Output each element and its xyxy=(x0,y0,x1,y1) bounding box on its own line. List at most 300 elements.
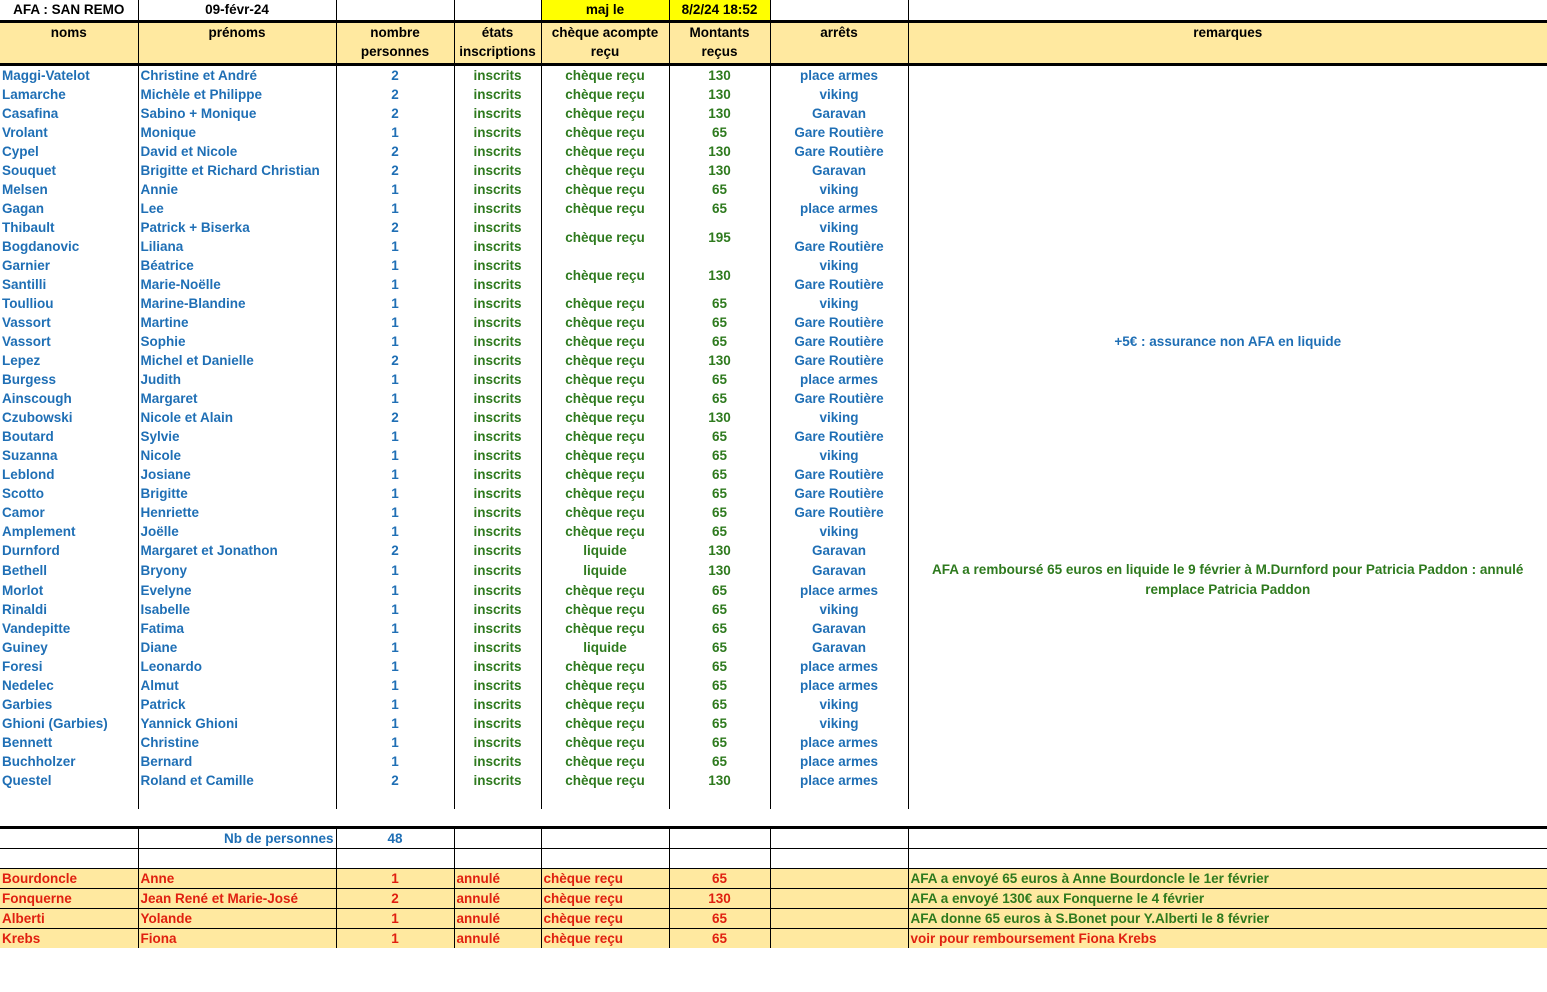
cell-cheque[interactable]: chèque reçu xyxy=(541,695,669,714)
cell-etat[interactable]: inscrits xyxy=(454,199,541,218)
cell-etat[interactable]: inscrits xyxy=(454,123,541,142)
cell-montant[interactable]: 195 xyxy=(669,218,770,256)
empty-cell[interactable] xyxy=(908,790,1547,809)
cell-cheque[interactable]: chèque reçu xyxy=(541,503,669,522)
cell-arret[interactable]: Garavan xyxy=(770,560,908,580)
cell-remarque[interactable] xyxy=(908,714,1547,733)
cell-montant[interactable]: 65 xyxy=(669,638,770,657)
cell-remarque[interactable] xyxy=(908,600,1547,619)
cell-remarque[interactable] xyxy=(908,522,1547,541)
cell-nombre[interactable]: 1 xyxy=(336,638,454,657)
cell-nom[interactable]: Cypel xyxy=(0,142,138,161)
cell-nom[interactable]: Fonquerne xyxy=(0,889,138,909)
cell-nombre[interactable]: 1 xyxy=(336,695,454,714)
cell-remarque[interactable] xyxy=(908,218,1547,237)
cell-montant[interactable]: 65 xyxy=(669,389,770,408)
cell-montant[interactable]: 65 xyxy=(669,657,770,676)
cell-etat[interactable]: inscrits xyxy=(454,446,541,465)
cell-montant[interactable]: 65 xyxy=(669,676,770,695)
maj-value[interactable]: 8/2/24 18:52 xyxy=(669,0,770,22)
cell-cheque[interactable]: chèque reçu xyxy=(541,370,669,389)
cell-remarque[interactable] xyxy=(908,484,1547,503)
cell-arret[interactable]: viking xyxy=(770,446,908,465)
cell-cheque[interactable]: liquide xyxy=(541,560,669,580)
cell-nombre[interactable]: 2 xyxy=(336,65,454,86)
cell-arret[interactable]: viking xyxy=(770,180,908,199)
cell-montant[interactable]: 65 xyxy=(669,370,770,389)
cell-nom[interactable]: Vassort xyxy=(0,332,138,351)
cell-etat[interactable]: inscrits xyxy=(454,676,541,695)
cell-remarque[interactable]: voir pour remboursement Fiona Krebs xyxy=(908,929,1547,949)
cell-etat[interactable]: inscrits xyxy=(454,389,541,408)
header-arrets[interactable]: arrêts xyxy=(770,22,908,65)
cell-arret[interactable]: Gare Routière xyxy=(770,237,908,256)
cell-remarque[interactable] xyxy=(908,275,1547,294)
cell-cheque[interactable]: chèque reçu xyxy=(541,909,669,929)
cell-prenom[interactable]: Marine-Blandine xyxy=(138,294,336,313)
cell-prenom[interactable]: Patrick + Biserka xyxy=(138,218,336,237)
cell-cheque[interactable]: chèque reçu xyxy=(541,199,669,218)
cell-nom[interactable]: Thibault xyxy=(0,218,138,237)
cell-nombre[interactable]: 1 xyxy=(336,256,454,275)
cell-nom[interactable]: Vrolant xyxy=(0,123,138,142)
cell-prenom[interactable]: Yolande xyxy=(138,909,336,929)
cell-nombre[interactable]: 1 xyxy=(336,580,454,600)
cell-arret[interactable]: place armes xyxy=(770,199,908,218)
cell-nom[interactable]: Buchholzer xyxy=(0,752,138,771)
header-etats[interactable]: états inscriptions xyxy=(454,22,541,65)
cell-cheque[interactable]: liquide xyxy=(541,638,669,657)
cell-prenom[interactable]: Patrick xyxy=(138,695,336,714)
cell-montant[interactable]: 65 xyxy=(669,929,770,949)
cell-nom[interactable]: Gagan xyxy=(0,199,138,218)
cell-remarque[interactable] xyxy=(908,676,1547,695)
cell-remarque[interactable] xyxy=(908,638,1547,657)
cell-prenom[interactable]: Lee xyxy=(138,199,336,218)
cell-nombre[interactable]: 2 xyxy=(336,104,454,123)
cell-nombre[interactable]: 2 xyxy=(336,161,454,180)
cell-nom[interactable]: Boutard xyxy=(0,427,138,446)
cell-montant[interactable]: 65 xyxy=(669,909,770,929)
cell-nom[interactable]: Leblond xyxy=(0,465,138,484)
cell-nombre[interactable]: 1 xyxy=(336,522,454,541)
cell-etat[interactable]: inscrits xyxy=(454,313,541,332)
cell-nom[interactable]: Maggi-Vatelot xyxy=(0,65,138,86)
empty-cell[interactable] xyxy=(138,790,336,809)
cell-nombre[interactable]: 1 xyxy=(336,909,454,929)
empty-cell[interactable] xyxy=(770,790,908,809)
cell-cheque[interactable]: liquide xyxy=(541,541,669,560)
cell-remarque[interactable] xyxy=(908,657,1547,676)
cell-remarque[interactable] xyxy=(908,123,1547,142)
cell-nom[interactable]: Durnford xyxy=(0,541,138,560)
cell-nom[interactable]: Garbies xyxy=(0,695,138,714)
cell-remarque[interactable] xyxy=(908,199,1547,218)
cell-nom[interactable]: Bethell xyxy=(0,560,138,580)
cell-nombre[interactable]: 2 xyxy=(336,889,454,909)
cell-nombre[interactable]: 2 xyxy=(336,218,454,237)
cell-cheque[interactable]: chèque reçu xyxy=(541,218,669,256)
cell-montant[interactable]: 65 xyxy=(669,427,770,446)
header-nombre[interactable]: nombre personnes xyxy=(336,22,454,65)
cell-etat[interactable]: inscrits xyxy=(454,370,541,389)
empty-cell[interactable] xyxy=(908,849,1547,869)
cell-nombre[interactable]: 1 xyxy=(336,484,454,503)
cell-remarque[interactable] xyxy=(908,237,1547,256)
cell-nom[interactable]: Nedelec xyxy=(0,676,138,695)
cell-nombre[interactable]: 1 xyxy=(336,869,454,889)
cell-nom[interactable]: Vassort xyxy=(0,313,138,332)
empty-cell[interactable] xyxy=(336,849,454,869)
cell-nombre[interactable]: 1 xyxy=(336,676,454,695)
cell-cheque[interactable]: chèque reçu xyxy=(541,65,669,86)
cell-arret[interactable]: Gare Routière xyxy=(770,389,908,408)
cell-arret[interactable]: Gare Routière xyxy=(770,332,908,351)
sheet-title[interactable]: AFA : SAN REMO xyxy=(0,0,138,22)
cell-arret[interactable]: viking xyxy=(770,218,908,237)
cell-cheque[interactable]: chèque reçu xyxy=(541,484,669,503)
cell-remarque[interactable] xyxy=(908,541,1547,560)
cell-prenom[interactable]: Diane xyxy=(138,638,336,657)
cell-remarque[interactable]: +5€ : assurance non AFA en liquide xyxy=(1114,334,1342,349)
empty-cell[interactable] xyxy=(908,828,1547,849)
cell-cheque[interactable]: chèque reçu xyxy=(541,180,669,199)
cell-arret[interactable]: viking xyxy=(770,85,908,104)
cell-remarque[interactable] xyxy=(908,351,1547,370)
cell-arret[interactable]: viking xyxy=(770,256,908,275)
cell-remarque[interactable] xyxy=(908,733,1547,752)
cell-cheque[interactable]: chèque reçu xyxy=(541,465,669,484)
cell-cheque[interactable]: chèque reçu xyxy=(541,657,669,676)
cell-remarque[interactable]: AFA donne 65 euros à S.Bonet pour Y.Alberti le 8 février xyxy=(908,909,1547,929)
cell-prenom[interactable]: Margaret et Jonathon xyxy=(138,541,336,560)
empty-cell[interactable] xyxy=(908,0,1547,22)
cell-nombre[interactable]: 1 xyxy=(336,657,454,676)
cell-nom[interactable]: Questel xyxy=(0,771,138,790)
cell-nom[interactable]: Ghioni (Garbies) xyxy=(0,714,138,733)
cell-nombre[interactable]: 1 xyxy=(336,389,454,408)
cell-arret[interactable]: Gare Routière xyxy=(770,484,908,503)
cell-remarque[interactable] xyxy=(908,503,1547,522)
cell-nom[interactable]: Guiney xyxy=(0,638,138,657)
cell-prenom[interactable]: Sophie xyxy=(138,332,336,351)
cell-prenom[interactable]: Marie-Noëlle xyxy=(138,275,336,294)
cell-montant[interactable]: 65 xyxy=(669,733,770,752)
cell-etat[interactable]: inscrits xyxy=(454,161,541,180)
cell-etat[interactable]: inscrits xyxy=(454,522,541,541)
cell-nom[interactable]: Garnier xyxy=(0,256,138,275)
cell-arret[interactable] xyxy=(770,889,908,909)
cell-prenom[interactable]: Nicole xyxy=(138,446,336,465)
header-remarques[interactable]: remarques xyxy=(908,22,1547,65)
cell-nom[interactable]: Bogdanovic xyxy=(0,237,138,256)
cell-prenom[interactable]: Josiane xyxy=(138,465,336,484)
cell-arret[interactable]: place armes xyxy=(770,657,908,676)
cell-montant[interactable]: 130 xyxy=(669,85,770,104)
cell-etat[interactable]: inscrits xyxy=(454,733,541,752)
cell-etat[interactable]: inscrits xyxy=(454,465,541,484)
cell-montant[interactable]: 65 xyxy=(669,332,770,351)
cell-prenom[interactable]: Christine et André xyxy=(138,65,336,86)
cell-prenom[interactable]: Martine xyxy=(138,313,336,332)
cell-nom[interactable]: Morlot xyxy=(0,580,138,600)
cell-montant[interactable]: 65 xyxy=(669,294,770,313)
cell-remarque[interactable] xyxy=(908,85,1547,104)
cell-arret[interactable]: Gare Routière xyxy=(770,123,908,142)
cell-etat[interactable]: annulé xyxy=(454,929,541,949)
cell-remarque[interactable] xyxy=(908,180,1547,199)
cell-cheque[interactable]: chèque reçu xyxy=(541,752,669,771)
cell-prenom[interactable]: Béatrice xyxy=(138,256,336,275)
cell-montant[interactable]: 65 xyxy=(669,869,770,889)
cell-cheque[interactable]: chèque reçu xyxy=(541,446,669,465)
cell-arret[interactable]: place armes xyxy=(770,771,908,790)
cell-nombre[interactable]: 1 xyxy=(336,199,454,218)
cell-arret[interactable]: Garavan xyxy=(770,638,908,657)
cell-cheque[interactable]: chèque reçu xyxy=(541,889,669,909)
header-montants[interactable]: Montants reçus xyxy=(669,22,770,65)
cell-prenom[interactable]: Bernard xyxy=(138,752,336,771)
cell-prenom[interactable]: Leonardo xyxy=(138,657,336,676)
cell-remarque[interactable] xyxy=(908,142,1547,161)
cell-etat[interactable]: inscrits xyxy=(454,104,541,123)
cell-arret[interactable]: place armes xyxy=(770,580,908,600)
cell-etat[interactable]: inscrits xyxy=(454,408,541,427)
cell-arret[interactable]: place armes xyxy=(770,65,908,86)
cell-arret[interactable]: Gare Routière xyxy=(770,465,908,484)
cell-prenom[interactable]: Michel et Danielle xyxy=(138,351,336,370)
cell-montant[interactable]: 65 xyxy=(669,313,770,332)
cell-cheque[interactable]: chèque reçu xyxy=(541,714,669,733)
cell-nom[interactable]: Bourdoncle xyxy=(0,869,138,889)
cell-cheque[interactable]: chèque reçu xyxy=(541,161,669,180)
cell-etat[interactable]: inscrits xyxy=(454,714,541,733)
separator-cell[interactable] xyxy=(0,809,1547,828)
cell-montant[interactable]: 130 xyxy=(669,560,770,580)
empty-cell[interactable] xyxy=(669,790,770,809)
cell-cheque[interactable]: chèque reçu xyxy=(541,313,669,332)
cell-etat[interactable]: inscrits xyxy=(454,427,541,446)
cell-remarque[interactable]: AFA a envoyé 65 euros à Anne Bourdoncle le 1er février xyxy=(908,869,1547,889)
cell-cheque[interactable]: chèque reçu xyxy=(541,600,669,619)
empty-cell[interactable] xyxy=(454,790,541,809)
cell-prenom[interactable]: Sabino + Monique xyxy=(138,104,336,123)
cell-arret[interactable]: viking xyxy=(770,294,908,313)
cell-cheque[interactable]: chèque reçu xyxy=(541,580,669,600)
empty-cell[interactable] xyxy=(454,849,541,869)
cell-arret[interactable]: Garavan xyxy=(770,619,908,638)
cell-nombre[interactable]: 1 xyxy=(336,275,454,294)
cell-nom[interactable]: Rinaldi xyxy=(0,600,138,619)
cell-nombre[interactable]: 1 xyxy=(336,180,454,199)
cell-nom[interactable]: Souquet xyxy=(0,161,138,180)
cell-nom[interactable]: Melsen xyxy=(0,180,138,199)
cell-nom[interactable]: Czubowski xyxy=(0,408,138,427)
cell-prenom[interactable]: Roland et Camille xyxy=(138,771,336,790)
cell-cheque[interactable]: chèque reçu xyxy=(541,676,669,695)
cell-etat[interactable]: inscrits xyxy=(454,560,541,580)
cell-etat[interactable]: inscrits xyxy=(454,638,541,657)
empty-cell[interactable] xyxy=(454,828,541,849)
cell-nombre[interactable]: 2 xyxy=(336,408,454,427)
cell-nombre[interactable]: 1 xyxy=(336,294,454,313)
cell-cheque[interactable]: chèque reçu xyxy=(541,929,669,949)
empty-cell[interactable] xyxy=(770,828,908,849)
cell-remarque[interactable] xyxy=(908,389,1547,408)
empty-cell[interactable] xyxy=(541,849,669,869)
cell-prenom[interactable]: Bryony xyxy=(138,560,336,580)
cell-prenom[interactable]: Michèle et Philippe xyxy=(138,85,336,104)
cell-nom[interactable]: Lamarche xyxy=(0,85,138,104)
cell-prenom[interactable]: Sylvie xyxy=(138,427,336,446)
cell-remarque[interactable] xyxy=(908,752,1547,771)
cell-nombre[interactable]: 1 xyxy=(336,503,454,522)
cell-prenom[interactable]: Brigitte et Richard Christian xyxy=(138,161,336,180)
cell-nom[interactable]: Santilli xyxy=(0,275,138,294)
cell-arret[interactable]: viking xyxy=(770,714,908,733)
cell-cheque[interactable]: chèque reçu xyxy=(541,332,669,351)
cell-montant[interactable]: 65 xyxy=(669,484,770,503)
cell-arret[interactable]: Garavan xyxy=(770,161,908,180)
cell-etat[interactable]: inscrits xyxy=(454,332,541,351)
empty-cell[interactable] xyxy=(770,849,908,869)
cell-montant[interactable]: 65 xyxy=(669,465,770,484)
maj-label[interactable]: maj le xyxy=(541,0,669,22)
cell-etat[interactable]: inscrits xyxy=(454,657,541,676)
empty-cell[interactable] xyxy=(669,849,770,869)
cell-cheque[interactable]: chèque reçu xyxy=(541,294,669,313)
header-cheque[interactable]: chèque acompte reçu xyxy=(541,22,669,65)
cell-prenom[interactable]: Jean René et Marie-José xyxy=(138,889,336,909)
cell-nom[interactable]: Suzanna xyxy=(0,446,138,465)
cell-etat[interactable]: inscrits xyxy=(454,85,541,104)
empty-cell[interactable] xyxy=(0,828,138,849)
cell-etat[interactable]: inscrits xyxy=(454,503,541,522)
cell-prenom[interactable]: Anne xyxy=(138,869,336,889)
cell-montant[interactable]: 65 xyxy=(669,714,770,733)
empty-cell[interactable] xyxy=(669,828,770,849)
cell-nom[interactable]: Alberti xyxy=(0,909,138,929)
cell-cheque[interactable]: chèque reçu xyxy=(541,408,669,427)
cell-montant[interactable]: 65 xyxy=(669,600,770,619)
cell-montant[interactable]: 130 xyxy=(669,256,770,294)
cell-nombre[interactable]: 1 xyxy=(336,714,454,733)
cell-cheque[interactable]: chèque reçu xyxy=(541,85,669,104)
cell-arret[interactable]: Gare Routière xyxy=(770,275,908,294)
cell-prenom[interactable]: Brigitte xyxy=(138,484,336,503)
cell-nombre[interactable]: 2 xyxy=(336,142,454,161)
cell-montant[interactable]: 65 xyxy=(669,199,770,218)
cell-montant[interactable]: 65 xyxy=(669,446,770,465)
cell-arret[interactable]: Gare Routière xyxy=(770,313,908,332)
cell-remarque[interactable] xyxy=(908,161,1547,180)
cell-nom[interactable]: Lepez xyxy=(0,351,138,370)
cell-arret[interactable]: Gare Routière xyxy=(770,427,908,446)
cell-nombre[interactable]: 1 xyxy=(336,600,454,619)
cell-montant[interactable]: 65 xyxy=(669,503,770,522)
cell-nom[interactable]: Ainscough xyxy=(0,389,138,408)
cell-cheque[interactable]: chèque reçu xyxy=(541,104,669,123)
cell-montant[interactable]: 130 xyxy=(669,408,770,427)
cell-montant[interactable]: 130 xyxy=(669,351,770,370)
cell-etat[interactable]: inscrits xyxy=(454,180,541,199)
cell-arret[interactable]: Gare Routière xyxy=(770,142,908,161)
cell-montant[interactable]: 130 xyxy=(669,161,770,180)
cell-nombre[interactable]: 1 xyxy=(336,446,454,465)
cell-prenom[interactable]: Monique xyxy=(138,123,336,142)
empty-cell[interactable] xyxy=(454,0,541,22)
cell-arret[interactable]: place armes xyxy=(770,752,908,771)
cell-etat[interactable]: inscrits xyxy=(454,142,541,161)
cell-cheque[interactable]: chèque reçu xyxy=(541,619,669,638)
cell-montant[interactable]: 130 xyxy=(669,889,770,909)
empty-cell[interactable] xyxy=(770,0,908,22)
cell-prenom[interactable]: Fiona xyxy=(138,929,336,949)
total-label[interactable]: Nb de personnes xyxy=(138,828,336,849)
cell-remarque[interactable] xyxy=(908,446,1547,465)
empty-cell[interactable] xyxy=(336,0,454,22)
cell-nom[interactable]: Toulliou xyxy=(0,294,138,313)
cell-nombre[interactable]: 2 xyxy=(336,351,454,370)
cell-remarque[interactable]: AFA a envoyé 130€ aux Fonquerne le 4 février xyxy=(908,889,1547,909)
cell-etat[interactable]: inscrits xyxy=(454,256,541,275)
cell-prenom[interactable]: Nicole et Alain xyxy=(138,408,336,427)
empty-cell[interactable] xyxy=(0,790,138,809)
cell-cheque[interactable]: chèque reçu xyxy=(541,522,669,541)
cell-remarque[interactable] xyxy=(908,104,1547,123)
cell-remarque[interactable] xyxy=(908,465,1547,484)
cell-montant[interactable]: 130 xyxy=(669,65,770,86)
cell-cheque[interactable]: chèque reçu xyxy=(541,733,669,752)
cell-nom[interactable]: Casafina xyxy=(0,104,138,123)
cell-nom[interactable]: Camor xyxy=(0,503,138,522)
cell-nombre[interactable]: 1 xyxy=(336,752,454,771)
cell-arret[interactable] xyxy=(770,869,908,889)
cell-arret[interactable]: viking xyxy=(770,408,908,427)
cell-nombre[interactable]: 1 xyxy=(336,560,454,580)
cell-etat[interactable]: inscrits xyxy=(454,275,541,294)
cell-arret[interactable]: Gare Routière xyxy=(770,503,908,522)
cell-nom[interactable]: Krebs xyxy=(0,929,138,949)
cell-prenom[interactable]: Yannick Ghioni xyxy=(138,714,336,733)
cell-cheque[interactable]: chèque reçu xyxy=(541,351,669,370)
cell-remarque[interactable] xyxy=(908,771,1547,790)
cell-remarque[interactable] xyxy=(908,619,1547,638)
cell-arret[interactable]: Garavan xyxy=(770,104,908,123)
cell-nom[interactable]: Foresi xyxy=(0,657,138,676)
cell-etat[interactable]: inscrits xyxy=(454,294,541,313)
cell-prenom[interactable]: Liliana xyxy=(138,237,336,256)
cell-nom[interactable]: Vandepitte xyxy=(0,619,138,638)
cell-nombre[interactable]: 1 xyxy=(336,237,454,256)
cell-arret[interactable]: Gare Routière xyxy=(770,351,908,370)
cell-prenom[interactable]: Henriette xyxy=(138,503,336,522)
cell-prenom[interactable]: Isabelle xyxy=(138,600,336,619)
cell-etat[interactable]: inscrits xyxy=(454,752,541,771)
total-value[interactable]: 48 xyxy=(336,828,454,849)
cell-montant[interactable]: 65 xyxy=(669,752,770,771)
cell-arret[interactable]: Garavan xyxy=(770,541,908,560)
cell-prenom[interactable]: Fatima xyxy=(138,619,336,638)
empty-cell[interactable] xyxy=(138,849,336,869)
cell-nombre[interactable]: 1 xyxy=(336,313,454,332)
cell-etat[interactable]: annulé xyxy=(454,889,541,909)
cell-remarque[interactable] xyxy=(908,294,1547,313)
cell-nom[interactable]: Amplement xyxy=(0,522,138,541)
cell-etat[interactable]: inscrits xyxy=(454,541,541,560)
cell-etat[interactable]: inscrits xyxy=(454,600,541,619)
cell-montant[interactable]: 130 xyxy=(669,104,770,123)
